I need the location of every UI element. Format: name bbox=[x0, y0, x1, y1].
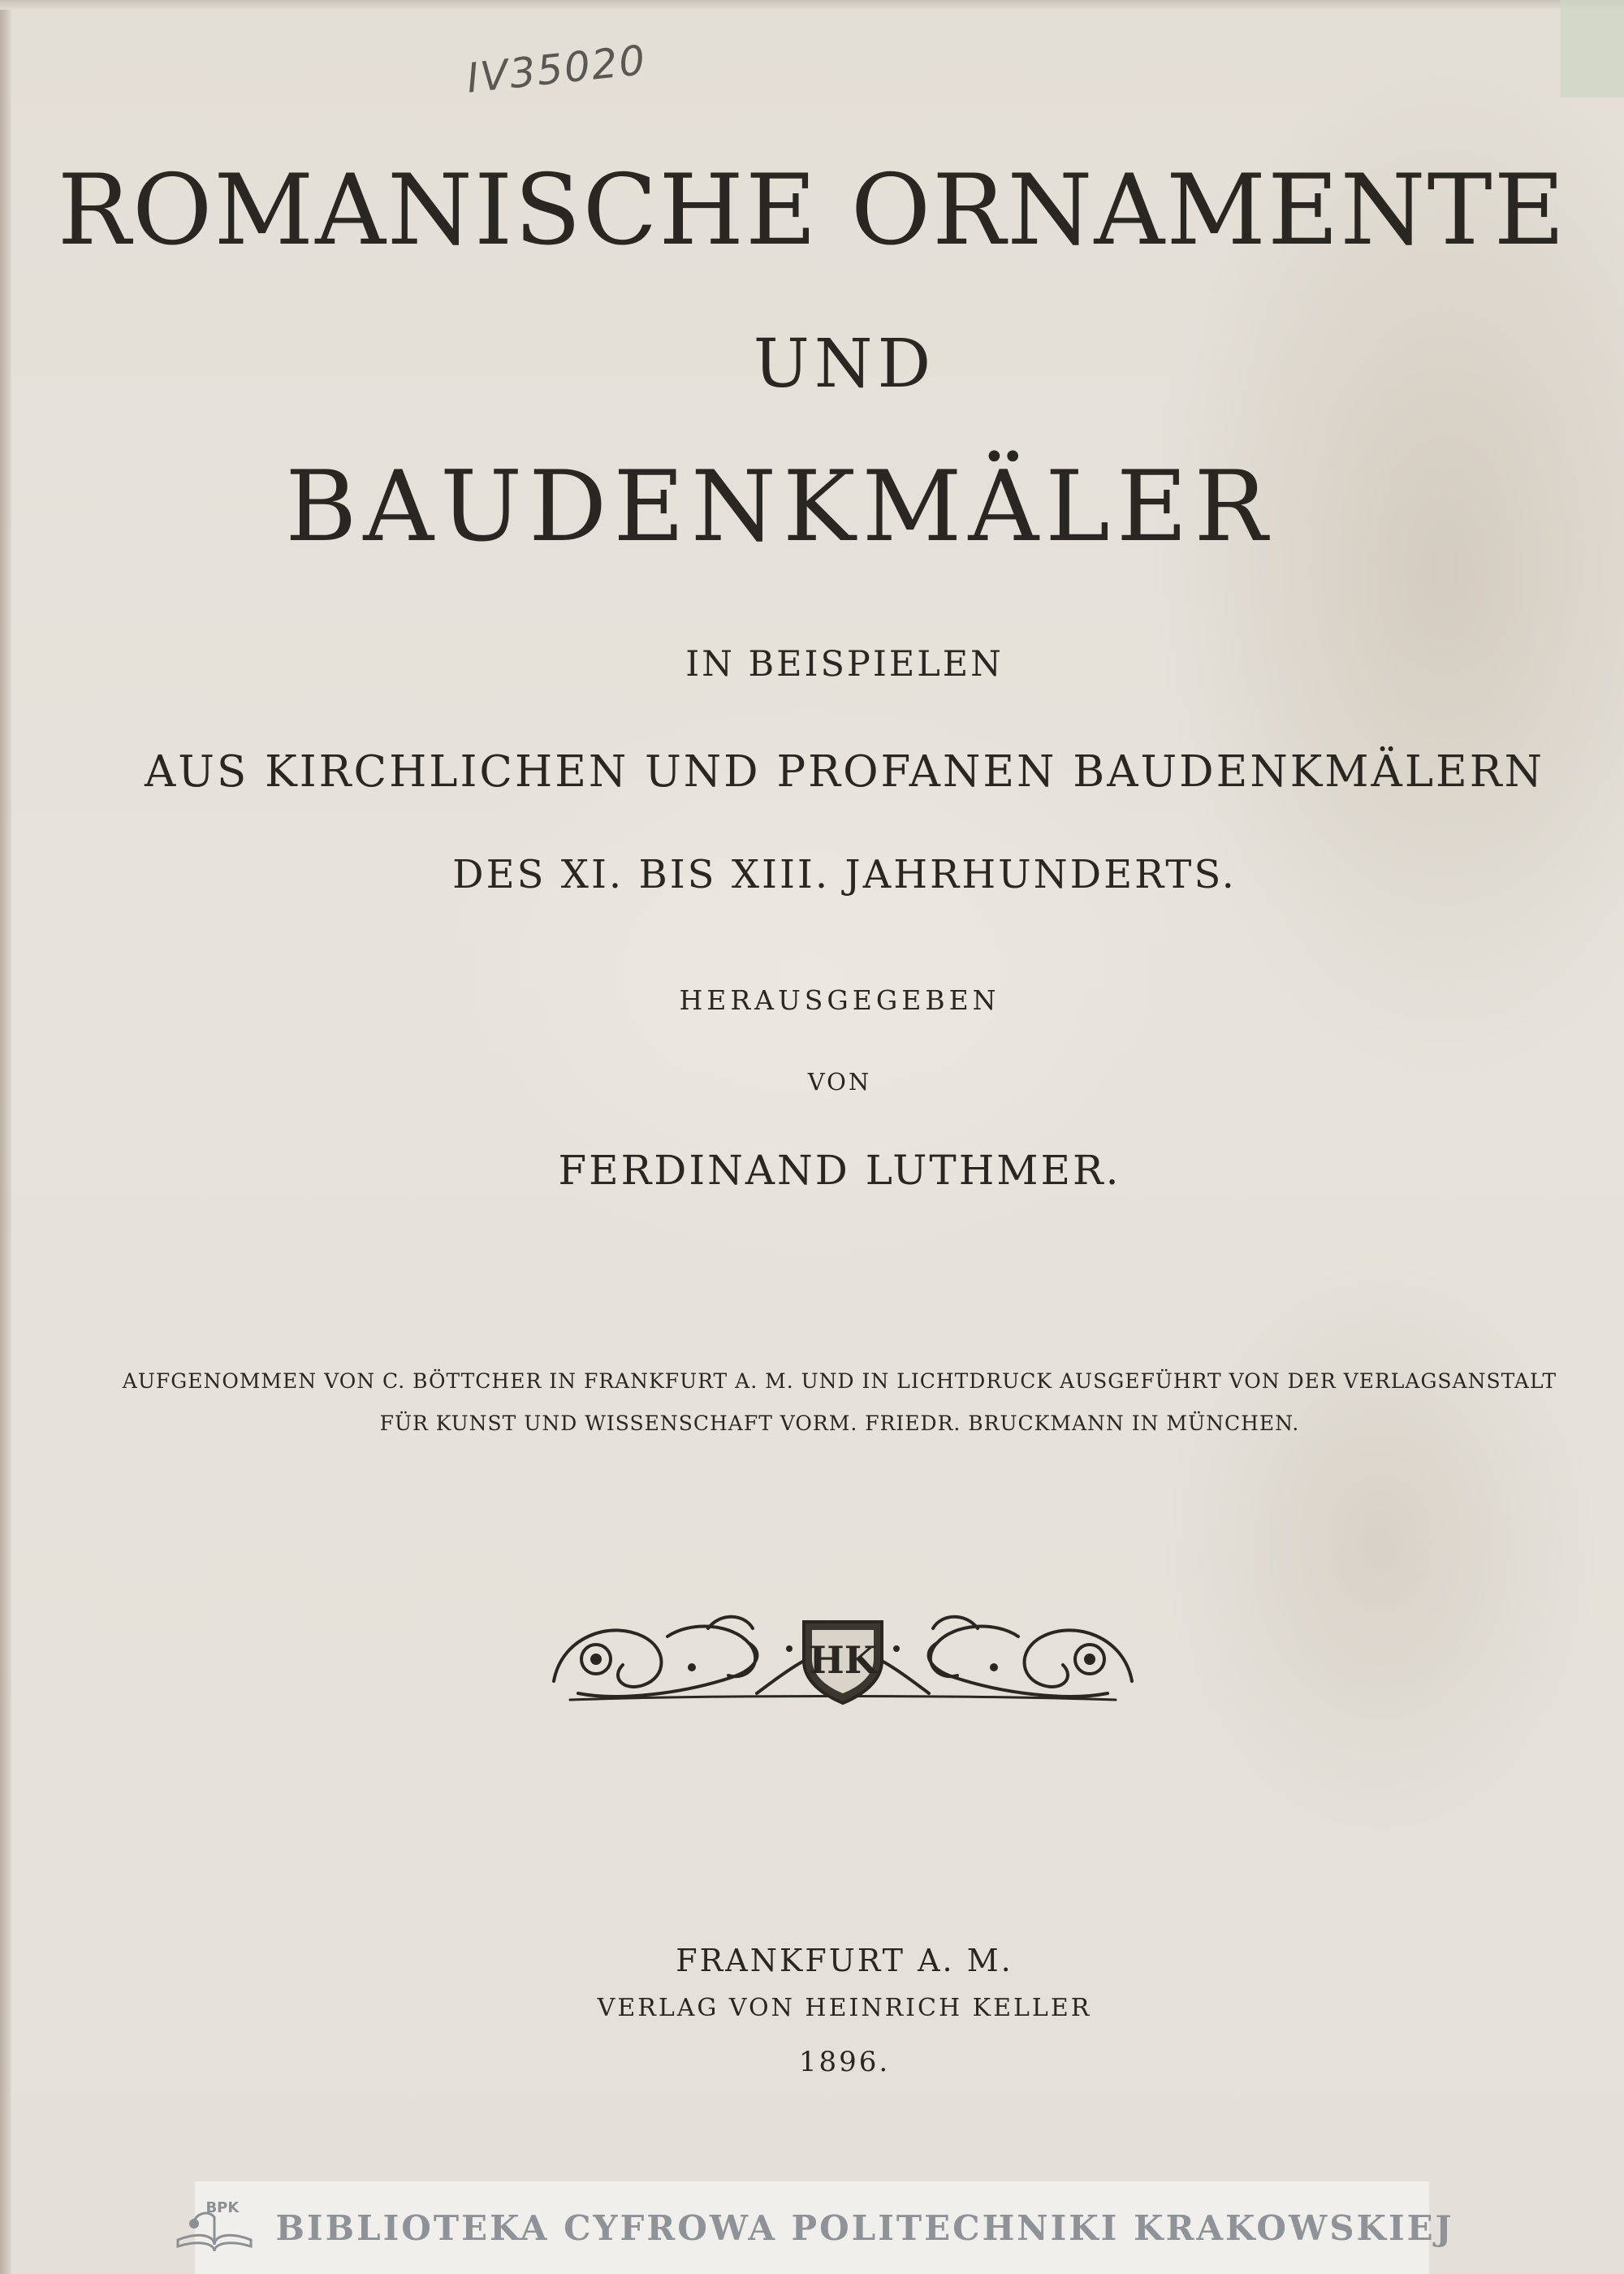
vignette-monogram: HK bbox=[809, 1638, 877, 1682]
title-line-2: UND bbox=[753, 326, 936, 403]
imprint-publisher: VERLAG VON HEINRICH KELLER bbox=[597, 1994, 1092, 2022]
imprint-year: 1896. bbox=[798, 2046, 891, 2078]
editor-von: VON bbox=[807, 1068, 872, 1096]
logo-label: BPK bbox=[205, 2199, 240, 2216]
title-line-1: ROMANISCHE ORNAMENTE bbox=[57, 154, 1567, 267]
library-logo bbox=[170, 2199, 259, 2256]
editor-name: FERDINAND LUTHMER. bbox=[558, 1147, 1121, 1194]
subtitle-line-2: AUS KIRCHLICHEN UND PROFANEN BAUDENKMÄLERN bbox=[145, 747, 1544, 797]
page-edge-top bbox=[0, 0, 1624, 10]
handwritten-catalog-number: IV35020 bbox=[464, 36, 649, 102]
credits-line-1: AUFGENOMMEN VON C. BÖTTCHER IN FRANKFURT A. M. UND IN LICHTDRUCK AUSGEFÜHRT VON DER VERLAGSANSTALT bbox=[122, 1369, 1557, 1393]
editor-label: HERAUSGEGEBEN bbox=[679, 984, 1000, 1016]
page-edge-left bbox=[0, 0, 11, 2274]
page-corner-tab bbox=[1561, 0, 1624, 97]
title-line-3: BAUDENKMÄLER bbox=[285, 451, 1274, 564]
subtitle-line-1: IN BEISPIELEN bbox=[685, 644, 1004, 685]
imprint-place: FRANKFURT A. M. bbox=[676, 1943, 1013, 1978]
library-name: BIBLIOTEKA CYFROWA POLITECHNIKI KRAKOWSKIEJ bbox=[275, 2207, 1454, 2248]
printers-vignette-icon bbox=[546, 1604, 1140, 1708]
library-footer-banner bbox=[195, 2181, 1454, 2274]
credits-line-2: FÜR KUNST UND WISSENSCHAFT VORM. FRIEDR. BRUCKMANN IN MÜNCHEN. bbox=[379, 1412, 1300, 1435]
subtitle-line-3: DES XI. BIS XIII. JAHRHUNDERTS. bbox=[452, 852, 1237, 897]
